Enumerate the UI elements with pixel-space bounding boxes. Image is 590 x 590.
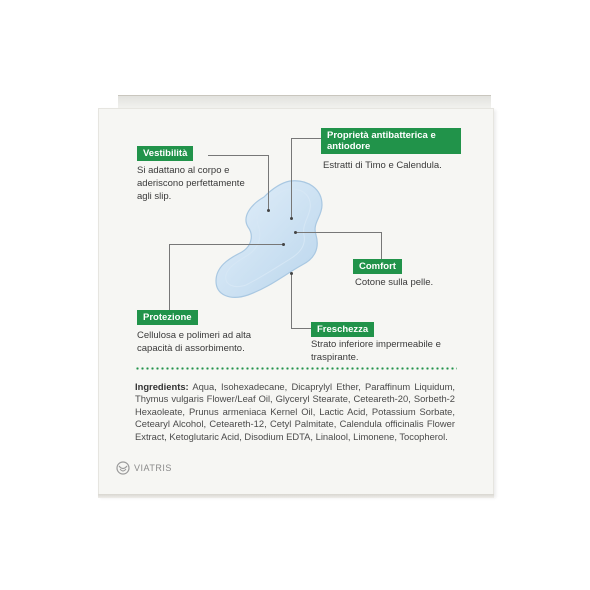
label-comfort: Comfort [353,259,402,274]
box-bottom-edge [98,494,494,498]
brand-logo [116,461,172,475]
connector-protezione-v [169,244,170,310]
connector-antibatterica-v [291,138,292,218]
label-vestibilita: Vestibilità [137,146,193,161]
desc-freschezza: Strato inferiore impermeabile e traspirante. [311,339,441,363]
connector-protezione-h [169,244,283,245]
brand-name: VIATRIS [134,463,172,473]
viatris-logo-icon [116,461,130,475]
label-antibatterica: Proprietà antibatterica e antiodore [321,128,461,154]
connector-comfort-h [296,232,382,233]
connector-vestibilita-h [208,155,268,156]
ingredients-list: Aqua, Isohexadecane, Dicaprylyl Ether, Paraffinum Liquidum, Thymus vulgaris Flower/Leaf Oil, Glyceryl Stearate, Ceteareth-20, Sorbeth-2 Hexaoleate, Prunus armeniaca Kernel Oil, Lactic Acid, Potassium Sorbate, Cetearyl Alcohol, Ceteareth-12, Cetyl Palmitate, Calendula officinalis Flower Extract, Ketoglutaric Acid, Disodium EDTA, Linalool, Limonene, Tocopherol. [135,381,455,442]
connector-vestibilita-v [268,155,269,210]
desc-comfort: Cotone sulla pelle. [355,277,434,288]
desc-antibatterica: Estratti di Timo e Calendula. [323,160,442,171]
dotted-separator [135,367,457,370]
ingredients-heading: Ingredients: [135,381,189,392]
connector-freschezza-v [291,273,292,328]
connector-comfort-v [381,232,382,259]
connector-dot [294,231,297,234]
connector-dot [290,272,293,275]
ingredients-text [135,381,455,443]
label-protezione: Protezione [137,310,198,325]
connector-dot [282,243,285,246]
connector-antibatterica-h [291,138,321,139]
connector-dot [267,209,270,212]
desc-vestibilita: Si adattano al corpo e aderiscono perfettamente agli slip. [137,165,245,202]
connector-freschezza-h [291,328,311,329]
label-freschezza: Freschezza [311,322,374,337]
desc-protezione: Cellulosa e polimeri ad alta capacità di assorbimento. [137,330,252,354]
connector-dot [290,217,293,220]
